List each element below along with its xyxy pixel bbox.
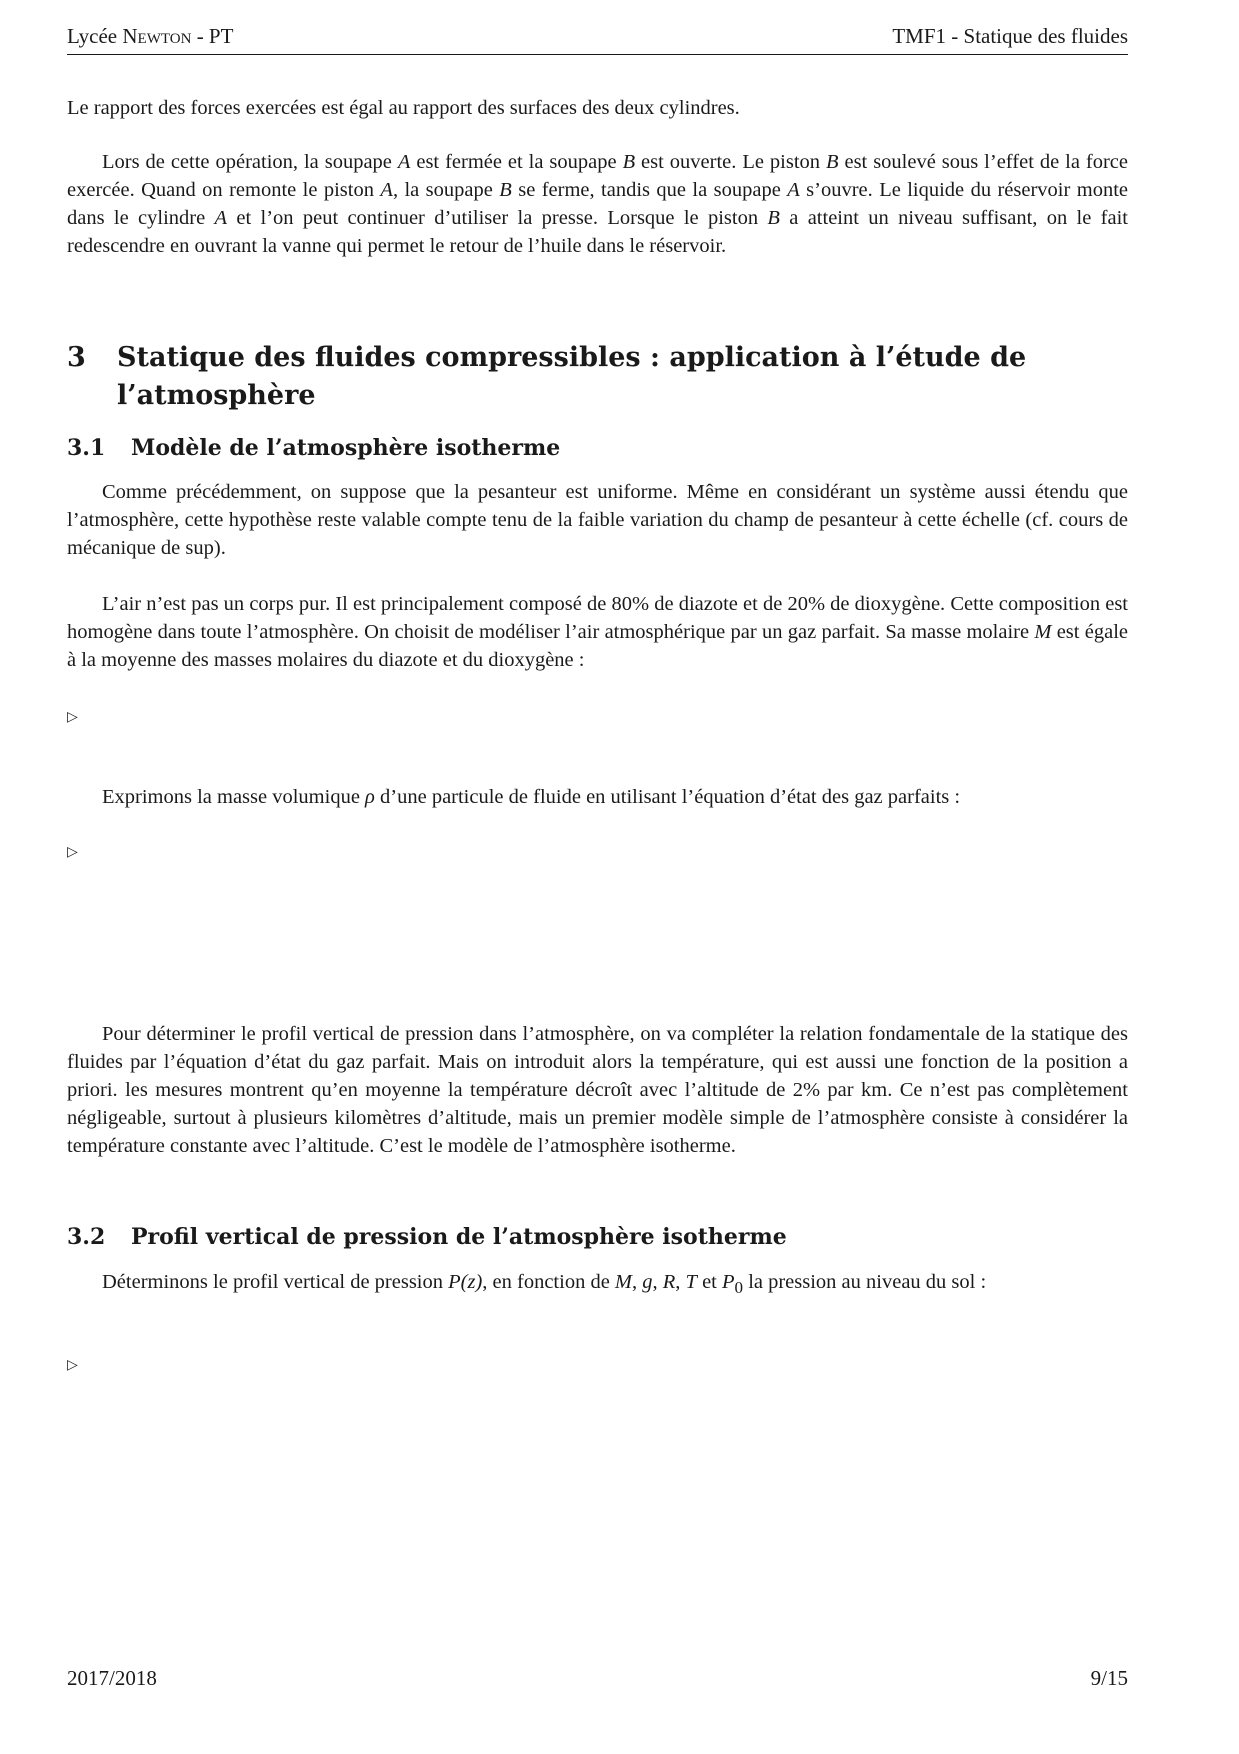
section-number: 3: [67, 342, 86, 373]
math-symbol: A: [397, 151, 411, 173]
text-span: ,: [632, 1271, 643, 1293]
text-span: ,: [675, 1271, 686, 1293]
answer-marker-triangle: ▷: [67, 709, 78, 725]
text-span: , la soupape: [392, 179, 500, 201]
page-number: 9/15: [1090, 1666, 1128, 1690]
math-symbol: B: [622, 151, 636, 173]
paragraph-text: [67, 590, 1128, 674]
math-symbol: A: [214, 207, 228, 229]
subsection-number: 3.1: [67, 435, 106, 461]
text-span: est soulevé sous l’effet de la force exercée. Quand on remonte le piston: [67, 151, 1128, 201]
text-span: d’une particule de fluide en utilisant l’équation d’état des gaz parfaits :: [374, 786, 961, 808]
math-symbol: R: [662, 1271, 676, 1293]
text-span: Lors de cette opération, la soupape: [102, 151, 398, 173]
math-symbol: ρ: [365, 786, 375, 808]
math-symbol: M: [614, 1271, 632, 1293]
paragraph-text: Comme précédemment, on suppose que la pesanteur est uniforme. Même en considérant un système aussi étendu que l’atmosphère, cette hypothèse reste valable compte tenu de la faible variation du champ de pesanteur à cette échelle (cf. cours de mécanique de sup).: [67, 481, 1128, 559]
paragraph-pressure-profile: [67, 1268, 1128, 1302]
paragraph-text: [67, 783, 1128, 811]
paragraph-air-composition: [67, 590, 1128, 674]
paragraph-valves: [67, 148, 1128, 260]
text-span: Exprimons la masse volumique: [102, 786, 366, 808]
header-school-prefix: Lycée: [67, 24, 123, 48]
text-span: L’air n’est pas un corps pur. Il est principalement composé de 80% de diazote et de 20% de dioxygène. Cette composition est homogène dans toute l’atmosphère. On choisit de modéliser l’air atmosphérique par un gaz parfait. Sa masse molaire: [67, 593, 1128, 643]
header-course: TMF1 - Statique des fluides: [892, 24, 1128, 48]
subsection-number: 3.2: [67, 1224, 106, 1250]
text-span: la pression au niveau du sol :: [743, 1271, 987, 1293]
math-symbol: M: [1034, 621, 1052, 643]
text-span: se ferme, tandis que la soupape: [511, 179, 788, 201]
text-span: est ouverte. Le piston: [635, 151, 826, 173]
answer-marker-triangle: ▷: [67, 1357, 78, 1373]
math-symbol: B: [767, 207, 780, 229]
answer-marker-triangle: ▷: [67, 844, 78, 860]
text-span: ,: [652, 1271, 663, 1293]
text-span: Déterminons le profil vertical de pression: [102, 1271, 449, 1293]
math-symbol: P(z): [448, 1271, 483, 1293]
section-title: [67, 339, 1128, 415]
text-span: et l’on peut continuer d’utiliser la presse. Lorsque le piston: [227, 207, 768, 229]
subsection-title-text: Modèle de l’atmosphère isotherme: [131, 435, 561, 461]
math-symbol: B: [825, 151, 839, 173]
subsection-title-text: Profil vertical de pression de l’atmosphère isotherme: [131, 1224, 787, 1250]
header-school-name: Newton: [122, 24, 192, 48]
paragraph-text: Pour déterminer le profil vertical de pression dans l’atmosphère, on va compléter la relation fondamentale de la statique des fluides par l’équation d’état du gaz parfait. Mais on introduit alors la température, qui est aussi une fonction de la position a priori. les mesures montrent qu’en moyenne la température décroît avec l’altitude de 2% par km. Ce n’est pas complètement négligeable, surtout à plusieurs kilomètres d’altitude, mais un premier modèle simple de l’atmosphère consiste à considérer la température constante avec l’altitude. C’est le modèle de l’atmosphère isotherme.: [67, 1023, 1128, 1157]
math-subscript: 0: [734, 1278, 744, 1298]
header-school: [67, 24, 233, 49]
math-symbol: B: [499, 179, 512, 201]
text-span: , en fonction de: [482, 1271, 615, 1293]
math-symbol: P: [721, 1271, 735, 1293]
math-symbol: A: [380, 179, 393, 201]
text-span: est égale à la moyenne des masses molaires du diazote et du dioxygène :: [67, 621, 1128, 671]
subsection-title-3-1: [67, 433, 1128, 463]
paragraph-isotherm-model: [67, 1020, 1128, 1160]
math-symbol: A: [787, 179, 800, 201]
paragraph-density: [67, 783, 1128, 811]
header-class: - PT: [191, 24, 234, 48]
math-symbol: T: [685, 1271, 697, 1293]
subsection-title-3-2: [67, 1222, 1128, 1252]
text-span: et: [696, 1271, 722, 1293]
paragraph-text: Le rapport des forces exercées est égal au rapport des surfaces des deux cylindres.: [67, 97, 740, 119]
paragraph-gravity: [67, 478, 1128, 562]
text-span: a atteint un niveau suffisant, on le fait redescendre en ouvrant la vanne qui permet le retour de l’huile dans le réservoir.: [67, 207, 1128, 257]
section-title-text: Statique des fluides compressibles : application à l’étude de l’atmosphère: [117, 342, 1027, 411]
text-span: s’ouvre. Le liquide du réservoir monte dans le cylindre: [67, 179, 1128, 229]
footer-year: 2017/2018: [67, 1666, 157, 1690]
paragraph-text: [67, 148, 1128, 260]
page-header: [67, 24, 1128, 55]
paragraph-force-ratio: [67, 94, 1128, 122]
math-symbol: g: [642, 1271, 653, 1293]
text-span: est fermée et la soupape: [410, 151, 623, 173]
paragraph-text: [67, 1268, 1128, 1302]
